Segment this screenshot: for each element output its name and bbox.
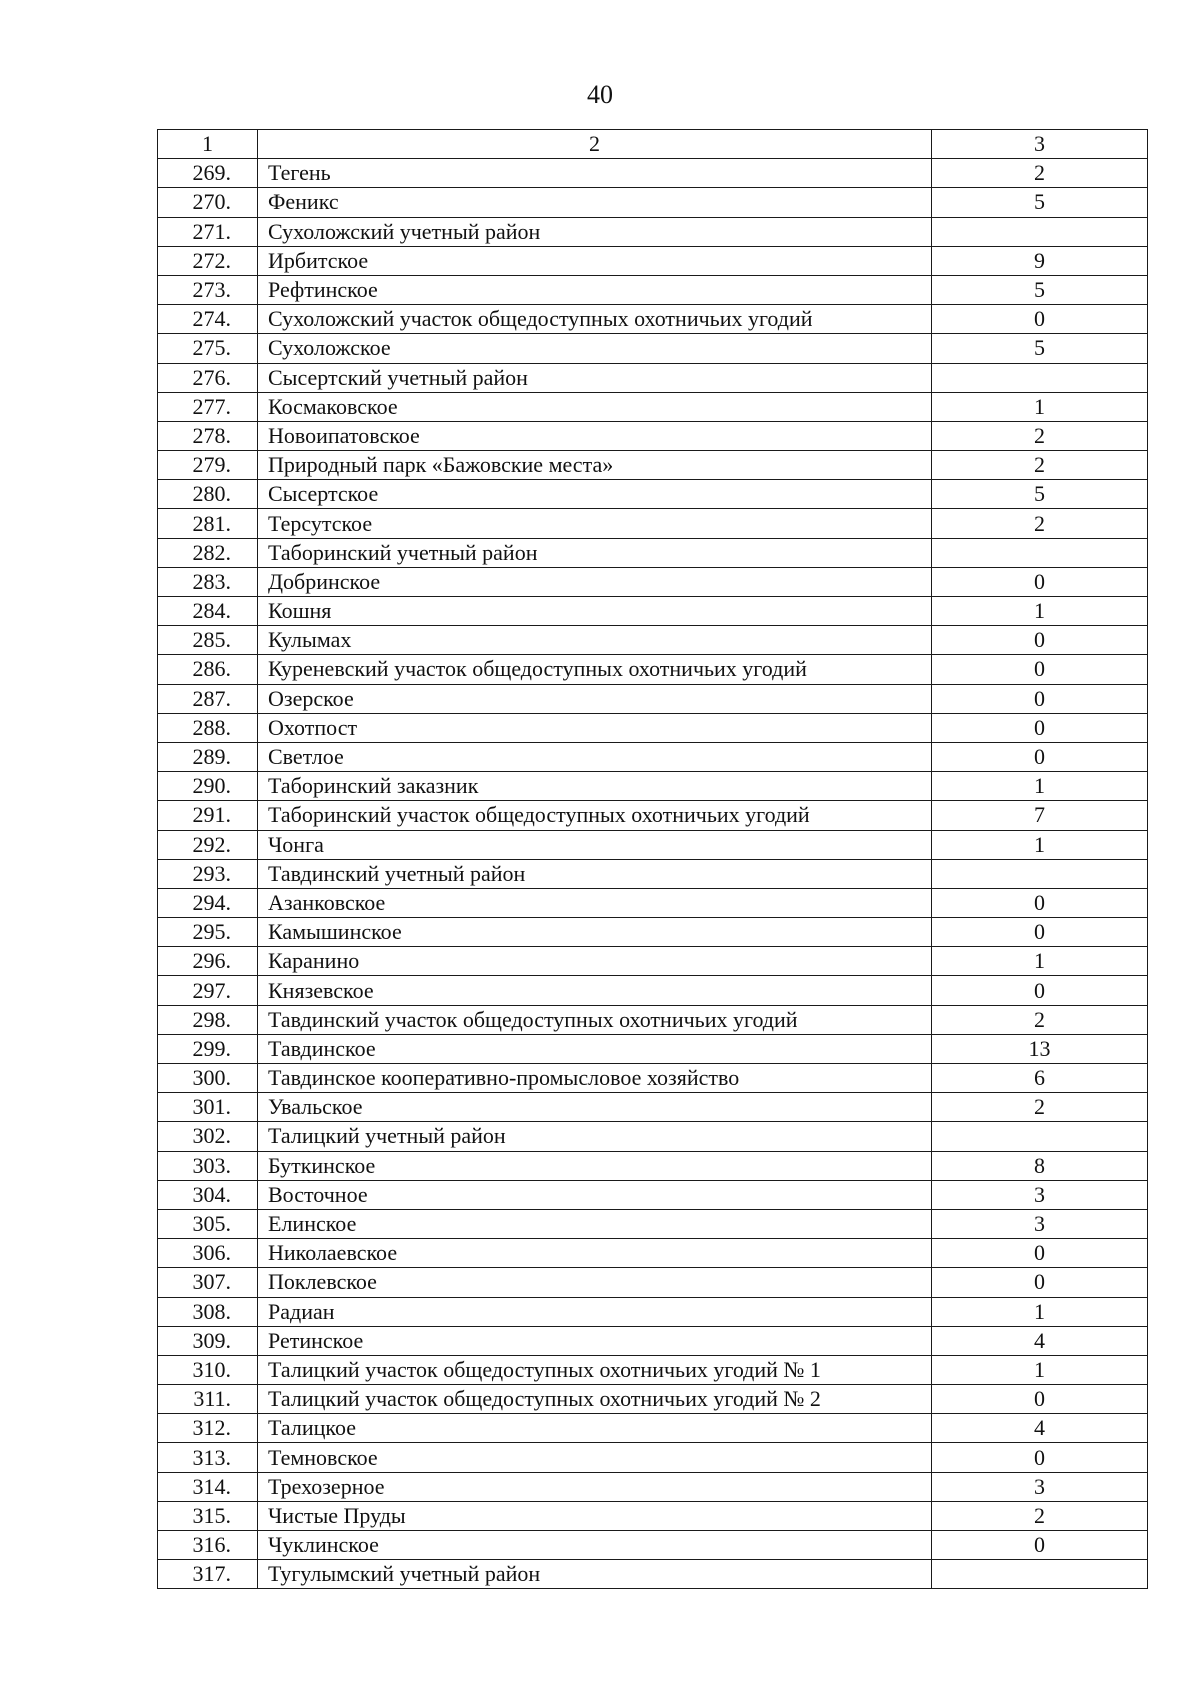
row-value: 0: [932, 305, 1148, 334]
row-name: Чуклинское: [258, 1531, 932, 1560]
table-row: [158, 159, 1148, 188]
row-value: 4: [932, 1414, 1148, 1443]
row-value: 0: [932, 626, 1148, 655]
row-value: 9: [932, 246, 1148, 275]
row-name: Чистые Пруды: [258, 1501, 932, 1530]
row-value: 5: [932, 188, 1148, 217]
row-value: 2: [932, 1093, 1148, 1122]
table-row: [158, 1501, 1148, 1530]
row-name: Ретинское: [258, 1326, 932, 1355]
table-row: [158, 1414, 1148, 1443]
table-row: [158, 538, 1148, 567]
row-name: Трехозерное: [258, 1472, 932, 1501]
table-row: [158, 1151, 1148, 1180]
row-name: Кошня: [258, 597, 932, 626]
row-value: [932, 1560, 1148, 1589]
row-number: 281.: [158, 509, 258, 538]
row-value: 0: [932, 713, 1148, 742]
row-number: 302.: [158, 1122, 258, 1151]
row-number: 278.: [158, 421, 258, 450]
row-value: 1: [932, 1355, 1148, 1384]
table-row: [158, 597, 1148, 626]
table-row: [158, 947, 1148, 976]
row-number: 299.: [158, 1034, 258, 1063]
table-row: [158, 334, 1148, 363]
row-number: 298.: [158, 1005, 258, 1034]
row-name: Тугулымский учетный район: [258, 1560, 932, 1589]
row-number: 284.: [158, 597, 258, 626]
row-number: 312.: [158, 1414, 258, 1443]
table-row: [158, 830, 1148, 859]
row-name: Восточное: [258, 1180, 932, 1209]
row-number: 275.: [158, 334, 258, 363]
row-name: Кулымах: [258, 626, 932, 655]
row-name: Космаковское: [258, 392, 932, 421]
row-number: 294.: [158, 888, 258, 917]
row-number: 290.: [158, 772, 258, 801]
row-number: 288.: [158, 713, 258, 742]
row-number: 295.: [158, 918, 258, 947]
table-row: [158, 509, 1148, 538]
row-name: Темновское: [258, 1443, 932, 1472]
row-value: 1: [932, 1297, 1148, 1326]
table-row: [158, 421, 1148, 450]
row-value: 1: [932, 947, 1148, 976]
row-number: 314.: [158, 1472, 258, 1501]
row-value: 0: [932, 655, 1148, 684]
row-name: Увальское: [258, 1093, 932, 1122]
row-name: Тавдинское кооперативно-промысловое хозяйство: [258, 1064, 932, 1093]
table-row: [158, 1443, 1148, 1472]
header-col-3: 3: [932, 130, 1148, 159]
row-value: 0: [932, 976, 1148, 1005]
row-value: 3: [932, 1209, 1148, 1238]
row-value: [932, 217, 1148, 246]
header-col-1: 1: [158, 130, 258, 159]
row-name: Сысертское: [258, 480, 932, 509]
row-name: Сухоложский учетный район: [258, 217, 932, 246]
table-row: [158, 1093, 1148, 1122]
table-row: [158, 976, 1148, 1005]
table-row: [158, 1034, 1148, 1063]
table-row: [158, 1326, 1148, 1355]
row-name: Тавдинское: [258, 1034, 932, 1063]
row-value: 1: [932, 597, 1148, 626]
row-name: Буткинское: [258, 1151, 932, 1180]
row-number: 300.: [158, 1064, 258, 1093]
row-name: Новоипатовское: [258, 421, 932, 450]
row-name: Талицкий участок общедоступных охотничьих угодий № 1: [258, 1355, 932, 1384]
row-number: 277.: [158, 392, 258, 421]
row-name: Рефтинское: [258, 275, 932, 304]
table-row: [158, 772, 1148, 801]
table-row: [158, 217, 1148, 246]
row-value: 0: [932, 1268, 1148, 1297]
row-name: Куреневский участок общедоступных охотничьих угодий: [258, 655, 932, 684]
table-row: [158, 918, 1148, 947]
row-value: 2: [932, 451, 1148, 480]
row-number: 313.: [158, 1443, 258, 1472]
table-row: [158, 480, 1148, 509]
row-value: 2: [932, 421, 1148, 450]
row-number: 297.: [158, 976, 258, 1005]
row-value: 5: [932, 334, 1148, 363]
row-value: 0: [932, 684, 1148, 713]
data-table: [157, 129, 1148, 1589]
table-row: [158, 567, 1148, 596]
row-name: Сысертский учетный район: [258, 363, 932, 392]
table-row: [158, 1385, 1148, 1414]
row-name: Чонга: [258, 830, 932, 859]
row-number: 307.: [158, 1268, 258, 1297]
table-row: [158, 888, 1148, 917]
table-row: [158, 363, 1148, 392]
row-value: [932, 363, 1148, 392]
row-value: 0: [932, 918, 1148, 947]
table-row: [158, 1531, 1148, 1560]
row-number: 306.: [158, 1239, 258, 1268]
table-row: [158, 1122, 1148, 1151]
row-number: 276.: [158, 363, 258, 392]
row-number: 289.: [158, 742, 258, 771]
row-name: Азанковское: [258, 888, 932, 917]
row-name: Камышинское: [258, 918, 932, 947]
row-value: 2: [932, 1501, 1148, 1530]
row-number: 287.: [158, 684, 258, 713]
row-number: 285.: [158, 626, 258, 655]
row-name: Охотпост: [258, 713, 932, 742]
row-value: 1: [932, 830, 1148, 859]
row-value: 0: [932, 888, 1148, 917]
table-row: [158, 801, 1148, 830]
row-number: 296.: [158, 947, 258, 976]
row-name: Тавдинский учетный район: [258, 859, 932, 888]
row-number: 305.: [158, 1209, 258, 1238]
row-name: Природный парк «Бажовские места»: [258, 451, 932, 480]
table-row: [158, 684, 1148, 713]
row-name: Ирбитское: [258, 246, 932, 275]
table-row: [158, 713, 1148, 742]
row-value: 0: [932, 742, 1148, 771]
row-value: 8: [932, 1151, 1148, 1180]
row-number: 282.: [158, 538, 258, 567]
table-row: [158, 1005, 1148, 1034]
row-name: Таборинский учетный район: [258, 538, 932, 567]
row-number: 311.: [158, 1385, 258, 1414]
row-number: 286.: [158, 655, 258, 684]
row-name: Таборинский участок общедоступных охотничьих угодий: [258, 801, 932, 830]
table-row: [158, 1180, 1148, 1209]
row-name: Поклевское: [258, 1268, 932, 1297]
row-name: Добринское: [258, 567, 932, 596]
row-name: Терсутское: [258, 509, 932, 538]
table-row: [158, 655, 1148, 684]
row-name: Радиан: [258, 1297, 932, 1326]
row-name: Сухоложское: [258, 334, 932, 363]
table-row: [158, 626, 1148, 655]
row-name: Светлое: [258, 742, 932, 771]
row-name: Феникс: [258, 188, 932, 217]
table-row: [158, 188, 1148, 217]
row-value: 13: [932, 1034, 1148, 1063]
row-number: 309.: [158, 1326, 258, 1355]
row-number: 292.: [158, 830, 258, 859]
table-row: [158, 1472, 1148, 1501]
row-number: 270.: [158, 188, 258, 217]
table-body: [158, 159, 1148, 1589]
row-name: Тавдинский участок общедоступных охотничьих угодий: [258, 1005, 932, 1034]
row-number: 303.: [158, 1151, 258, 1180]
table-row: [158, 305, 1148, 334]
header-row: [158, 130, 1148, 159]
table-row: [158, 1239, 1148, 1268]
row-value: 5: [932, 275, 1148, 304]
row-value: 1: [932, 392, 1148, 421]
row-value: 2: [932, 509, 1148, 538]
table-row: [158, 451, 1148, 480]
row-number: 316.: [158, 1531, 258, 1560]
row-number: 304.: [158, 1180, 258, 1209]
table-row: [158, 392, 1148, 421]
row-number: 317.: [158, 1560, 258, 1589]
row-value: 0: [932, 1385, 1148, 1414]
row-number: 310.: [158, 1355, 258, 1384]
row-name: Николаевское: [258, 1239, 932, 1268]
table-row: [158, 1355, 1148, 1384]
table-row: [158, 246, 1148, 275]
row-value: 3: [932, 1472, 1148, 1501]
row-number: 272.: [158, 246, 258, 275]
table-row: [158, 1064, 1148, 1093]
row-number: 315.: [158, 1501, 258, 1530]
row-number: 291.: [158, 801, 258, 830]
row-number: 293.: [158, 859, 258, 888]
row-number: 271.: [158, 217, 258, 246]
row-value: 4: [932, 1326, 1148, 1355]
row-value: 7: [932, 801, 1148, 830]
row-value: 0: [932, 1239, 1148, 1268]
row-number: 279.: [158, 451, 258, 480]
row-value: 0: [932, 567, 1148, 596]
row-number: 301.: [158, 1093, 258, 1122]
row-number: 308.: [158, 1297, 258, 1326]
row-number: 280.: [158, 480, 258, 509]
row-number: 273.: [158, 275, 258, 304]
row-name: Князевское: [258, 976, 932, 1005]
page-number: 40: [587, 80, 613, 109]
row-value: [932, 538, 1148, 567]
row-value: 1: [932, 772, 1148, 801]
table-row: [158, 1268, 1148, 1297]
row-name: Елинское: [258, 1209, 932, 1238]
row-name: Таборинский заказник: [258, 772, 932, 801]
table-row: [158, 1560, 1148, 1589]
row-number: 274.: [158, 305, 258, 334]
row-value: [932, 1122, 1148, 1151]
table-row: [158, 1209, 1148, 1238]
row-value: 0: [932, 1443, 1148, 1472]
table-row: [158, 275, 1148, 304]
row-value: 2: [932, 159, 1148, 188]
row-name: Тегень: [258, 159, 932, 188]
row-name: Талицкий участок общедоступных охотничьих угодий № 2: [258, 1385, 932, 1414]
header-col-2: 2: [258, 130, 932, 159]
row-name: Талицкое: [258, 1414, 932, 1443]
table-row: [158, 1297, 1148, 1326]
row-number: 269.: [158, 159, 258, 188]
row-value: 3: [932, 1180, 1148, 1209]
row-name: Каранино: [258, 947, 932, 976]
row-value: 6: [932, 1064, 1148, 1093]
row-name: Талицкий учетный район: [258, 1122, 932, 1151]
row-value: 5: [932, 480, 1148, 509]
row-value: 0: [932, 1531, 1148, 1560]
table-header: [158, 130, 1148, 159]
row-name: Сухоложский участок общедоступных охотничьих угодий: [258, 305, 932, 334]
table-row: [158, 859, 1148, 888]
row-number: 283.: [158, 567, 258, 596]
row-value: [932, 859, 1148, 888]
row-name: Озерское: [258, 684, 932, 713]
row-value: 2: [932, 1005, 1148, 1034]
table-row: [158, 742, 1148, 771]
